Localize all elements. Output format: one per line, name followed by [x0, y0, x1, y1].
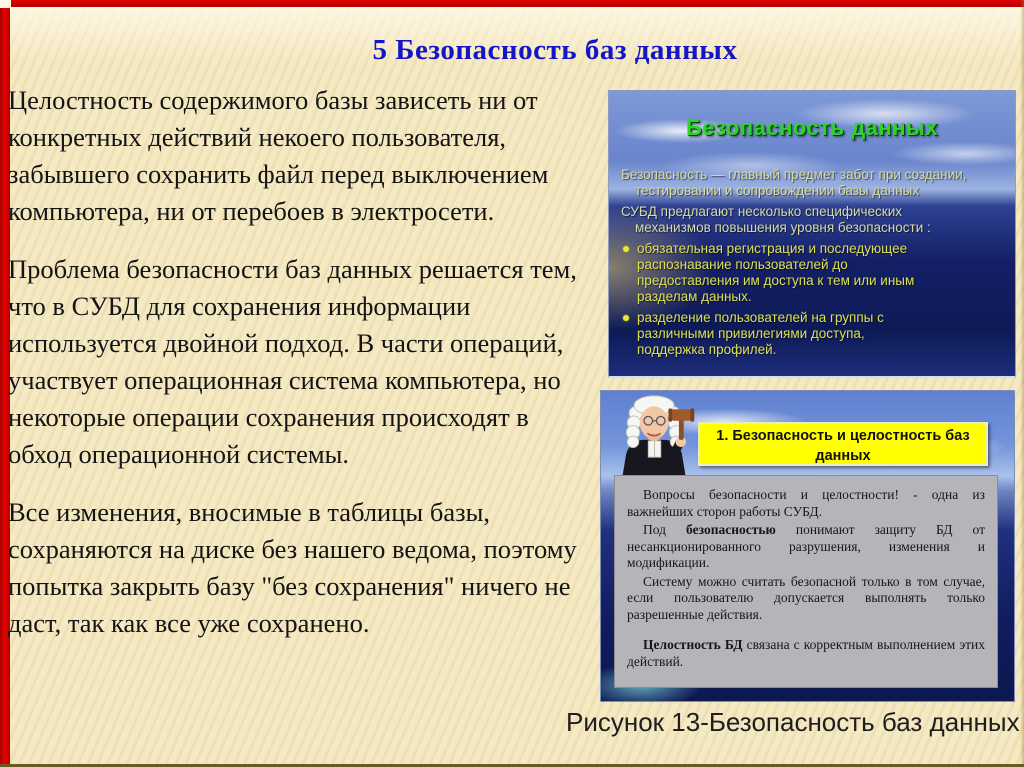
top-red-border: [11, 0, 1024, 7]
panel-paragraph: Под безопасностью понимают защиту БД от несанкционированного разрушения, изменения и модификации.: [627, 522, 985, 570]
slide-text-line: тестировании и сопровождении базы данных: [635, 183, 920, 198]
body-paragraph-3: Все изменения, вносимые в таблицы базы, сохраняются на диске без нашего ведома, поэтому попытка закрыть базу "без сохранения" ничего не даст, так как все уже сохранено.: [8, 497, 577, 638]
slide-text-line: механизмов повышения уровня безопасности :: [635, 220, 931, 235]
bullet-text-line: различными привилегиями доступа,: [637, 326, 865, 341]
body-paragraph-2: Проблема безопасности баз данных решается тем, что в СУБД для сохранения информации используется двойной подход. В части операций, участвует операционная система компьютера, но некоторые операции сохранения происходят в обход операционной системы.: [8, 254, 577, 469]
bullet-text: разделение пользователей на группы с: [637, 310, 884, 325]
bullet-text-line: разделам данных.: [637, 289, 752, 304]
judge-with-gavel-icon: [608, 394, 702, 482]
bullet-text-line: предоставления им доступа к тем или иным: [637, 273, 915, 288]
embedded-slide-security-integrity: [600, 390, 1015, 702]
page-title: 5 Безопасность баз данных: [372, 34, 738, 66]
panel-paragraph: Систему можно считать безопасной только в том случае, если пользователю допускается выполнять только разрешенные действия.: [627, 573, 985, 622]
figure-caption: Рисунок 13-Безопасность баз данных: [566, 707, 1020, 737]
slide-header-highlight: 1. Безопасность и целостность баз данных: [698, 422, 988, 466]
bullet-text: обязательная регистрация и последующее: [637, 241, 908, 256]
bullet-icon: [623, 246, 629, 252]
panel-paragraph: Целостность БД связана с корректным выполнением этих действий.: [627, 637, 985, 669]
embedded-slide-body: [619, 167, 1009, 358]
bullet-text-line: поддержка профилей.: [637, 342, 777, 357]
slide-text-line: СУБД предлагают несколько специфических: [621, 204, 903, 219]
embedded-slide-data-security: [608, 90, 1016, 378]
slide-text-line: Безопасность — главный предмет забот при создании,: [621, 167, 967, 182]
bullet-item: [619, 241, 1009, 257]
slide-text-panel: [614, 475, 998, 688]
bullet-text-line: распознавание пользователей до: [637, 257, 848, 272]
bullet-item: [619, 310, 1009, 326]
panel-paragraph: Вопросы безопасности и целостности! - одна из важнейших сторон работы СУБД.: [627, 487, 985, 519]
body-text-block: [8, 82, 588, 663]
bullet-icon: [623, 315, 629, 321]
body-paragraph-1: Целостность содержимого базы зависеть ни от конкретных действий некоего пользователя, забывшего сохранить файл перед выключением компьютера, ни от перебоев в электросети.: [8, 85, 549, 226]
embedded-slide-title: Безопасность данных: [685, 115, 938, 140]
right-edge-line: [1020, 0, 1024, 767]
